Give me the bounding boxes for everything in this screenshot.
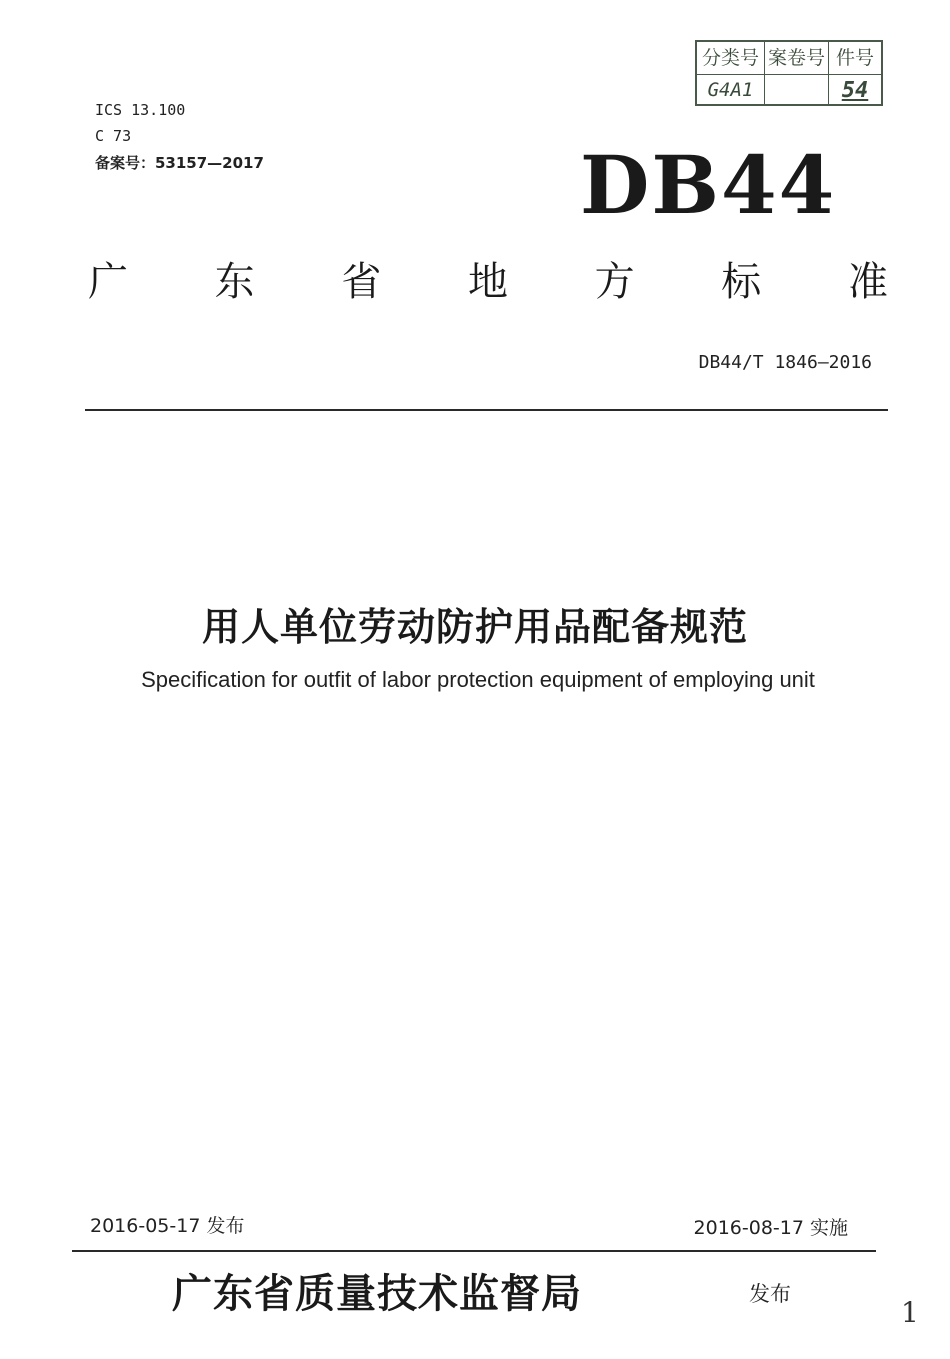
document-title: 用人单位劳动防护用品配备规范 bbox=[201, 605, 748, 649]
page-number: 1 bbox=[901, 1296, 919, 1329]
ccs-code: C 73 bbox=[95, 127, 132, 145]
stamp-value-item: 54 bbox=[841, 78, 869, 103]
standard-type-char: 准 bbox=[847, 259, 888, 305]
stamp-header-item: 件号 bbox=[829, 42, 881, 75]
stamp-header-file: 案卷号 bbox=[765, 42, 829, 75]
issue-label: 发布 bbox=[749, 1282, 791, 1306]
stamp-value-file bbox=[765, 75, 829, 106]
publish-date: 2016-05-17 发布 bbox=[90, 1215, 245, 1237]
standard-mark: DB44 bbox=[580, 138, 837, 232]
top-divider bbox=[85, 409, 888, 411]
bottom-divider bbox=[72, 1250, 876, 1252]
filing-number: 备案号：53157—2017 bbox=[95, 154, 264, 172]
standard-type-char: 地 bbox=[467, 259, 508, 305]
standard-type-char: 广 bbox=[88, 259, 128, 305]
archive-stamp bbox=[695, 40, 883, 106]
stamp-value-category: G4A1 bbox=[697, 75, 765, 106]
issuing-authority: 广东省质量技术监督局 bbox=[172, 1270, 582, 1317]
stamp-header-category: 分类号 bbox=[697, 42, 765, 75]
effective-date: 2016-08-17 实施 bbox=[693, 1217, 848, 1239]
standard-type-char: 方 bbox=[594, 259, 635, 305]
standard-number: DB44/T 1846—2016 bbox=[698, 352, 872, 373]
ics-code: ICS 13.100 bbox=[95, 101, 186, 119]
document-title-english: Specification for outfit of labor protection equipment of employing unit bbox=[141, 667, 815, 692]
standard-type-char: 标 bbox=[721, 259, 762, 305]
standard-type-char: 省 bbox=[341, 259, 382, 305]
standard-type-heading bbox=[88, 252, 888, 312]
standard-type-char: 东 bbox=[214, 259, 255, 305]
